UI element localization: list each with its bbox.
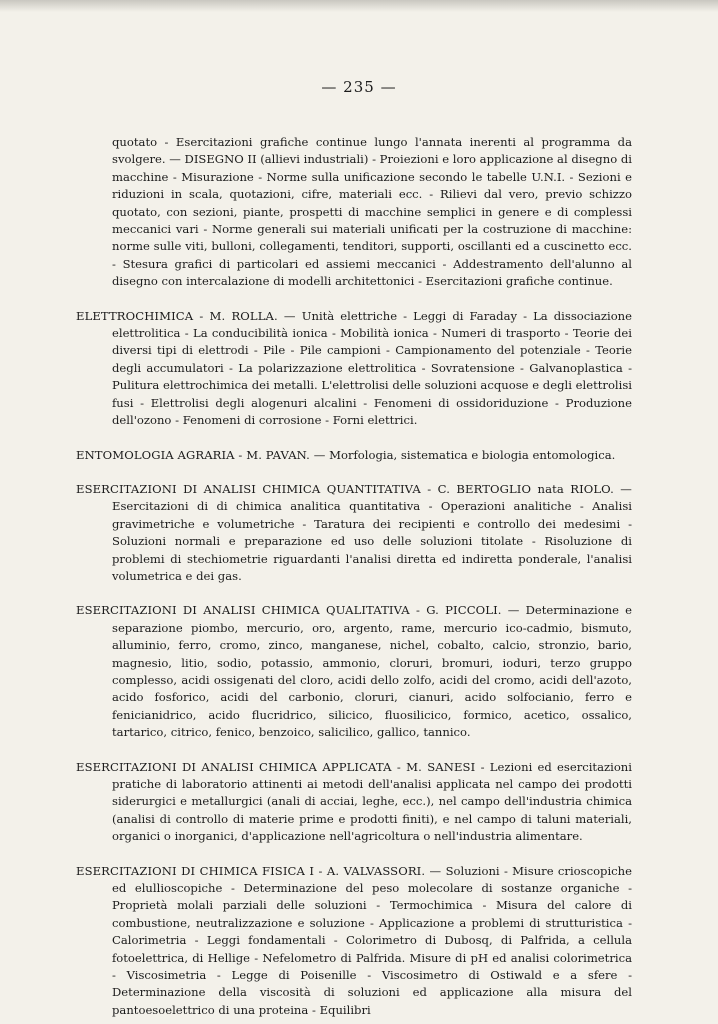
- course-heading: ESERCITAZIONI DI ANALISI CHIMICA QUANTITATIVA - C. BERTOGLIO nata RIOLO. —: [76, 481, 632, 496]
- course-description: Lezioni ed esercitazioni pratiche di laboratorio attinenti ai metodi dell'analisi applicata nel campo dei prodotti siderurgici e metallurgici (anali di acciai, leghe, ecc.), nel campo dell'industria chimica (analisi di controllo di materie prime e prodotti finiti), e nel campo di taluni materiali, organici o inorganici, d'applicazione nell'agricoltura o nell'industria alimentare.: [112, 759, 632, 844]
- course-description: Morfologia, sistematica e biologia entomologica.: [329, 447, 616, 462]
- course-heading: ENTOMOLOGIA AGRARIA - M. PAVAN. —: [76, 447, 326, 462]
- continued-paragraph: quotato - Esercitazioni grafiche continue lungo l'annata inerenti al programma da svolgere. — DISEGNO II (allievi industriali) - Proiezioni e loro applicazione al disegno di macchine - Misurazione - Norme sulla unificazione secondo le tabelle U.N.I. - Sezioni e riduzioni in scala, quotazioni, cifre, materiali ecc. - Rilievi dal vero, previo schizzo quotato, con sezioni, piante, prospetti di macchine semplici in genere e di complessi meccanici vari - Norme generali sui materiali unificati per la costruzione di macchine: norme sulle viti, bulloni, collegamenti, tenditori, supporti, oscillanti ed a cuscinetto ecc. - Stesura grafici di particolari ed assiemi meccanici - Addestramento dell'alunno al disegno con intercalazione di modelli architettonici - Esercitazioni grafiche continue.: [112, 135, 632, 289]
- course-heading: ESERCITAZIONI DI ANALISI CHIMICA QUALITATIVA - G. PICCOLI. —: [76, 603, 520, 618]
- course-heading: ESERCITAZIONI DI CHIMICA FISICA I - A. VALVASSORI. —: [76, 863, 442, 878]
- course-description: Unità elettriche - Leggi di Faraday - La dissociazione elettrolitica - La conducibilità ionica - Mobilità ionica - Numeri di trasporto - Teorie dei diversi tipi di elettrodi - Pile - Pile campioni - Campionamento del potenziale - Teorie degli accumulatori - La polarizzazione elettrolitica - Sovratensione - Galvanoplastica - Pulitura elettrochimica dei metalli. L'elettrolisi delle soluzioni acquose e degli elettrolisi fusi - Elettrolisi degli alogenuri alcalini - Fenomeni di ossidoriduzione - Produzione dell'ozono - Fenomeni di corrosione - Forni elettrici.: [112, 308, 633, 428]
- course-heading: ESERCITAZIONI DI ANALISI CHIMICA APPLICATA - M. SANESI -: [76, 759, 485, 774]
- course-entry-elettrochimica: [76, 308, 632, 430]
- page-number: — 235 —: [321, 78, 397, 96]
- scan-edge: [0, 0, 718, 12]
- course-entry-entomologia: [76, 447, 632, 464]
- course-description: Soluzioni - Misure crioscopiche ed elullioscopiche - Determinazione del peso molecolare di sostanze organiche - Proprietà molali parziali delle soluzioni - Termochimica - Misura del calore di combustione, neutralizzazione e soluzione - Applicazione a problemi di strutturistica - Calorimetria - Leggi fondamentali - Colorimetro di Dubosq, di Palfrida, a cellula fotoelettrica, di Hellige - Nefelometro di Palfrida. Misure di pH ed analisi colorimetrica - Viscosimetria - Legge di Poisenille - Viscosimetro di Ostiwald e a sfere - Determinazione della viscosità di soluzioni ed applicazione alla misura del pantoesoelettrico di una proteina - Equilibri: [112, 863, 633, 1017]
- course-entry-analisi-quantitativa: [76, 481, 632, 585]
- course-entry-analisi-applicata: [76, 759, 632, 846]
- course-description: Determinazione e separazione piombo, mercurio, oro, argento, rame, mercurio ico-cadmio, bismuto, alluminio, ferro, cromo, zinco, manganese, nichel, cobalto, calcio, stronzio, bario, magnesio, litio, sodio, potassio, ammonio, cloruri, bromuri, ioduri, terzo gruppo complesso, acidi ossigenati del cloro, acidi dello zolfo, acidi del cromo, acidi dell'azoto, acido fosforico, acidi del carbonio, cloruri, cianuri, acido solfocianio, ferro e fenicianidrico, acido flucridrico, silicico, fluosilicico, formico, acetico, ossalico, tartarico, citrico, fenico, benzoico, salicilico, gallico, tannico.: [112, 603, 632, 740]
- page-body: [76, 134, 632, 1019]
- course-entry-analisi-qualitativa: [76, 602, 632, 741]
- course-heading: ELETTROCHIMICA - M. ROLLA. —: [76, 308, 296, 323]
- course-description: Esercitazioni di di chimica analitica quantitativa - Operazioni analitiche - Analisi gravimetriche e volumetriche - Taratura dei recipienti e controllo dei medesimi - Soluzioni normali e preparazione ed uso delle soluzioni titolate - Risoluzione di problemi di stechiometrie riguardanti l'analisi diretta ed indiretta ponderale, l'analisi volumetrica e dei gas.: [112, 499, 632, 583]
- course-entry-chimica-fisica: [76, 863, 632, 1020]
